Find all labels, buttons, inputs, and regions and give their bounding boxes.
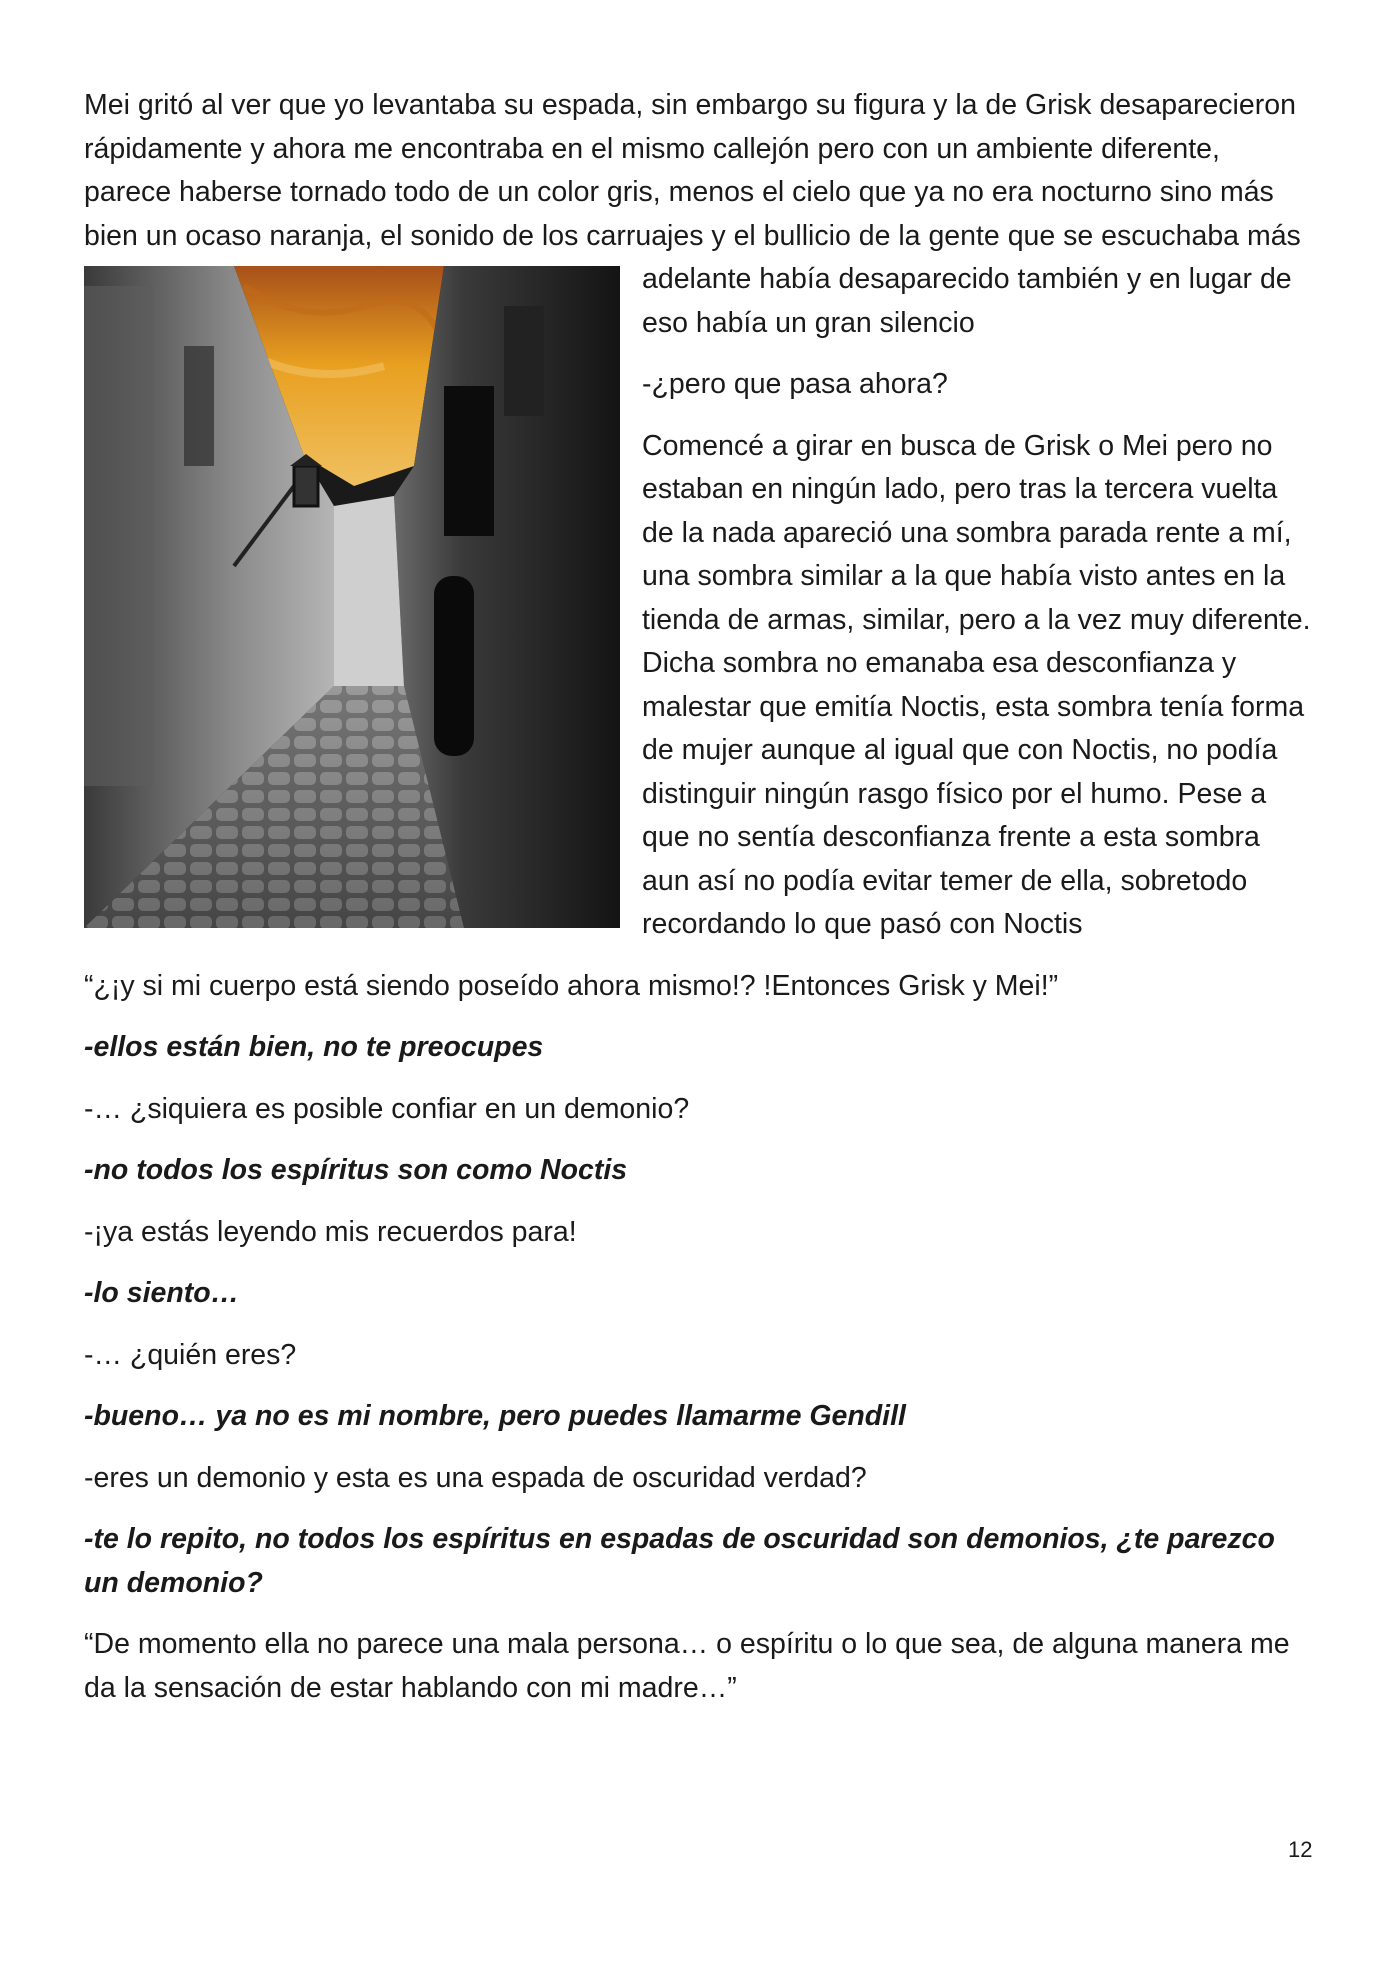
dialogue-line: “¿¡y si mi cuerpo está siendo poseído ahora mismo!? !Entonces Grisk y Mei!” (84, 969, 1059, 1002)
alley-illustration (84, 266, 620, 928)
page-number: 12 (1288, 1837, 1313, 1862)
dialogue-line: -… ¿quién eres? (84, 1338, 297, 1371)
dialogue-line-spirit: -ellos están bien, no te preocupes (84, 1031, 544, 1063)
dialogue-line: -… ¿siquiera es posible confiar en un demonio? (84, 1092, 690, 1125)
line-pasa: -¿pero que pasa ahora? (642, 368, 948, 400)
dialogue-line: -¡ya estás leyendo mis recuerdos para! (84, 1215, 577, 1248)
dialogue-line: -eres un demonio y esta es una espada de oscuridad verdad? (84, 1461, 867, 1494)
text-with-illustration (84, 84, 1314, 947)
dialogue-line: “De momento ella no parece una mala persona… o espíritu o lo que sea, de alguna manera me da la sensación de estar hablando con mi madre…” (84, 1628, 1290, 1704)
paragraph-girar: Comencé a girar en busca de Grisk o Mei pero no estaban en ningún lado, pero tras la tercera vuelta de la nada apareció una sombra parada rente a mí, una sombra similar a la que había visto antes en la tienda de armas, similar, pero a la vez muy diferente. Dicha sombra no emanaba esa desconfianza y malestar que emitía Noctis, esta sombra tenía forma de mujer aunque al igual que con Noctis, no podía distinguir ningún rasgo físico por el humo. Pese a que no sentía desconfianza frente a esta sombra aun así no podía evitar temer de ella, sobretodo recordando lo que pasó con Noctis (642, 429, 1311, 940)
dialogue-list (84, 965, 1314, 1711)
dialogue-line-spirit: -te lo repito, no todos los espíritus en espadas de oscuridad son demonios, ¿te parezco un demonio? (84, 1523, 1275, 1599)
paragraph-intro-head: Mei gritó al ver que yo levantaba su espada, sin embargo su figura y la de Grisk desaparecieron rápidamente y ahora me encontraba en el mismo callejón pero con un ambiente diferente, parece haberse tornado todo de un color gris, menos el cielo que ya no era nocturno sino más bien un ocaso naranja, el sonido de los carruajes y el bullicio de la (84, 89, 1296, 252)
dialogue-line-spirit: -bueno… ya no es mi nombre, pero puedes llamarme Gendill (84, 1400, 906, 1432)
dialogue-line-spirit: -lo siento… (84, 1277, 240, 1309)
paragraph-intro-tail: gente que se escuchaba más adelante había desaparecido también y en lugar de eso había un gran silencio (642, 219, 1301, 339)
paragraph-intro-flow (84, 84, 1314, 345)
document-page (84, 84, 1314, 1728)
dialogue-line-spirit: -no todos los espíritus son como Noctis (84, 1154, 628, 1186)
alley-image (84, 266, 620, 928)
